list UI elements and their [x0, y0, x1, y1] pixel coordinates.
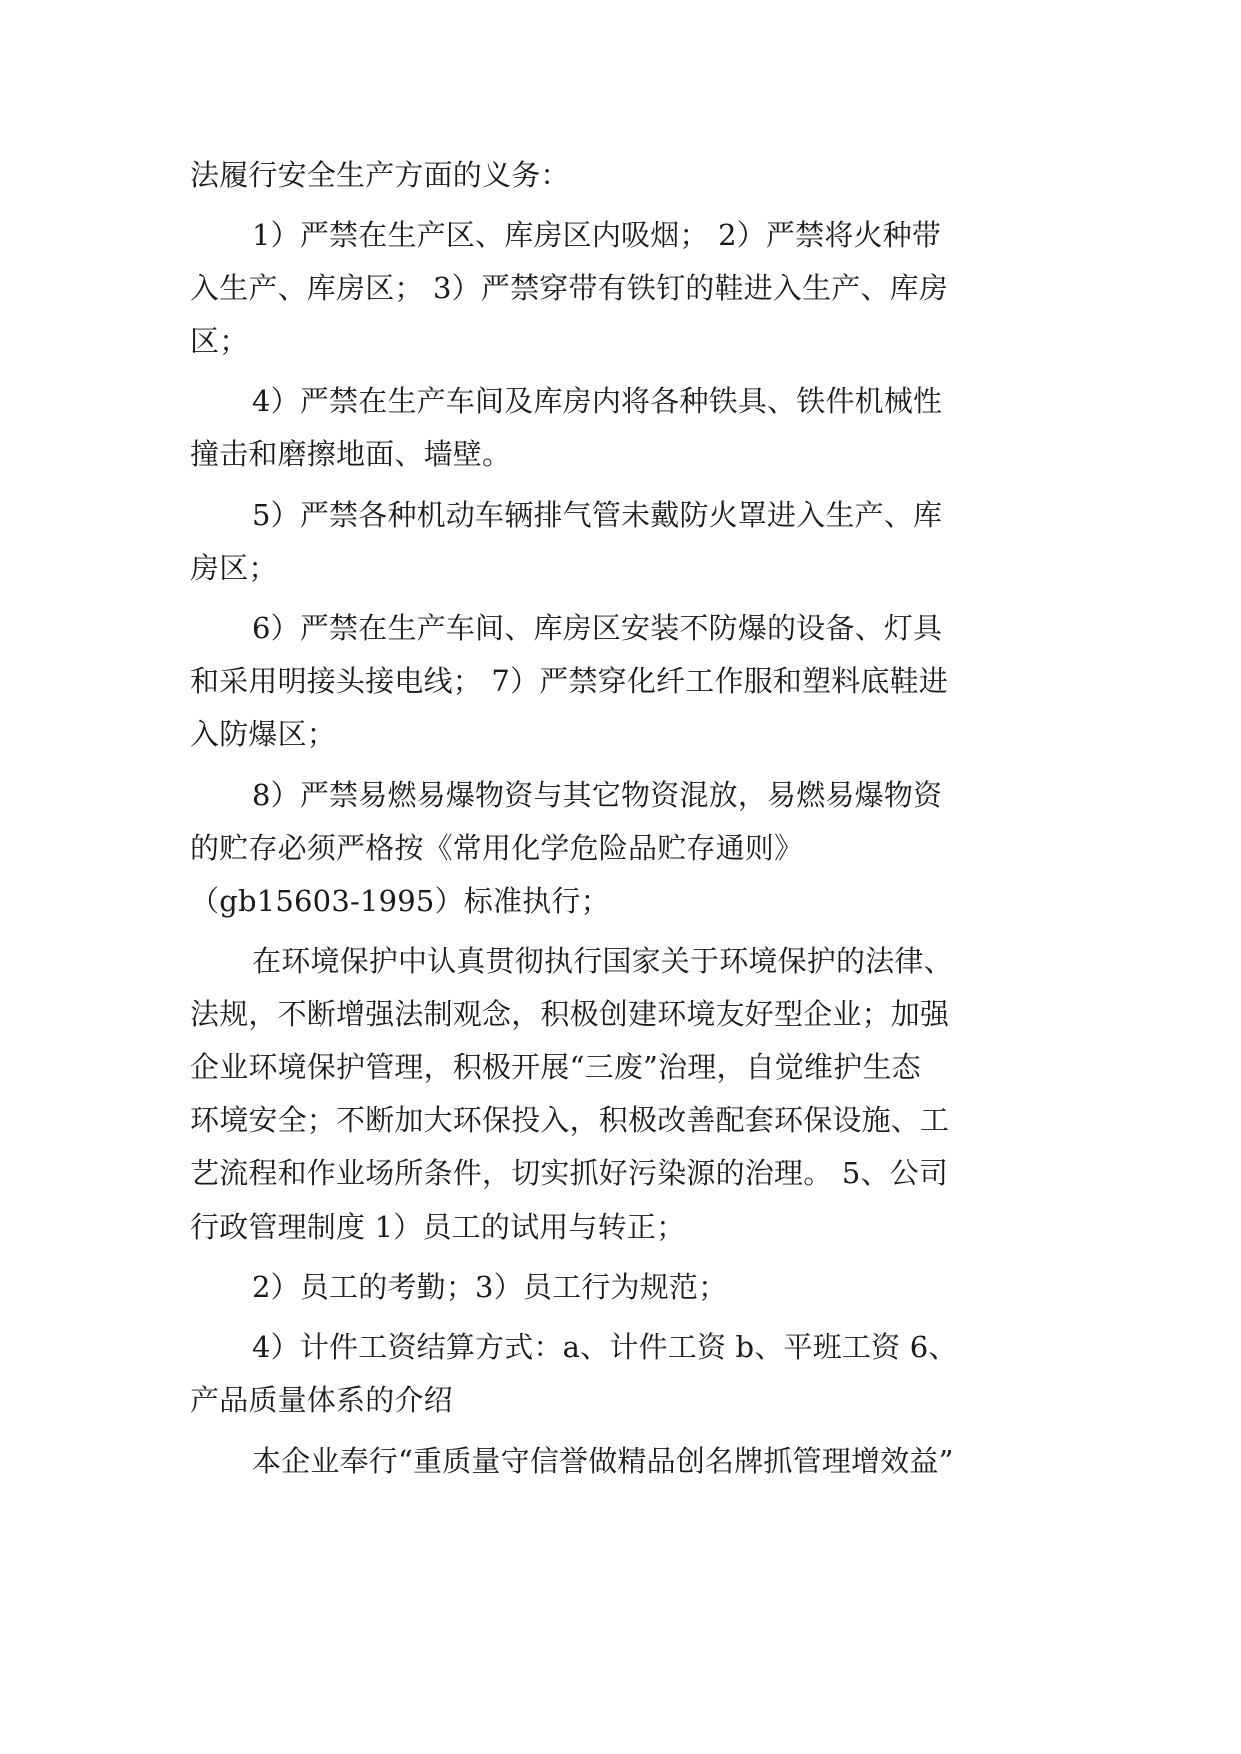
text-line: 6）严禁在生产车间、库房区安装不防爆的设备、灯具 [252, 611, 943, 645]
text-line: 企业环境保护管理，积极开展“三废”治理，自觉维护生态 [190, 1050, 921, 1084]
text-line: 房区； [190, 551, 278, 585]
text-line: 环境安全；不断加大环保投入，积极改善配套环保设施、工 [190, 1103, 950, 1137]
text-line: 行政管理制度 1）员工的试用与转正； [190, 1210, 686, 1244]
text-line: 艺流程和作业场所条件，切实抓好污染源的治理。 5、公司 [190, 1156, 949, 1190]
text-line: 本企业奉行“重质量守信誉做精品创名牌抓管理增效益” [252, 1444, 954, 1478]
text-line: 8）严禁易燃易爆物资与其它物资混放，易燃易爆物资 [252, 778, 943, 812]
text-line: 1）严禁在生产区、库房区内吸烟； 2）严禁将火种带 [252, 218, 942, 252]
text-line: 区； [190, 324, 249, 358]
text-line: 产品质量体系的介绍 [190, 1383, 453, 1417]
text-line: 法履行安全生产方面的义务： [190, 158, 570, 192]
text-line: 4）严禁在生产车间及库房内将各种铁具、铁件机械性 [252, 384, 943, 418]
text-line: 5）严禁各种机动车辆排气管未戴防火罩进入生产、库 [252, 498, 943, 532]
text-line: 法规，不断增强法制观念，积极创建环境友好型企业；加强 [190, 997, 950, 1031]
text-line: 和采用明接头接电线； 7）严禁穿化纤工作服和塑料底鞋进 [190, 664, 949, 698]
text-line: 2）员工的考勤；3）员工行为规范； [252, 1270, 728, 1304]
text-line: 的贮存必须严格按《常用化学危险品贮存通则》 [190, 831, 804, 865]
text-line: 入防爆区； [190, 717, 337, 751]
text-line: 入生产、库房区； 3）严禁穿带有铁钉的鞋进入生产、库房 [190, 271, 949, 305]
text-line: 4）计件工资结算方式：a、计件工资 b、平班工资 6、 [252, 1330, 958, 1364]
text-line: （gb15603-1995）标准执行； [190, 884, 610, 918]
text-line: 撞击和磨擦地面、墙壁。 [190, 437, 512, 471]
text-line: 在环境保护中认真贯彻执行国家关于环境保护的法律、 [252, 944, 953, 978]
